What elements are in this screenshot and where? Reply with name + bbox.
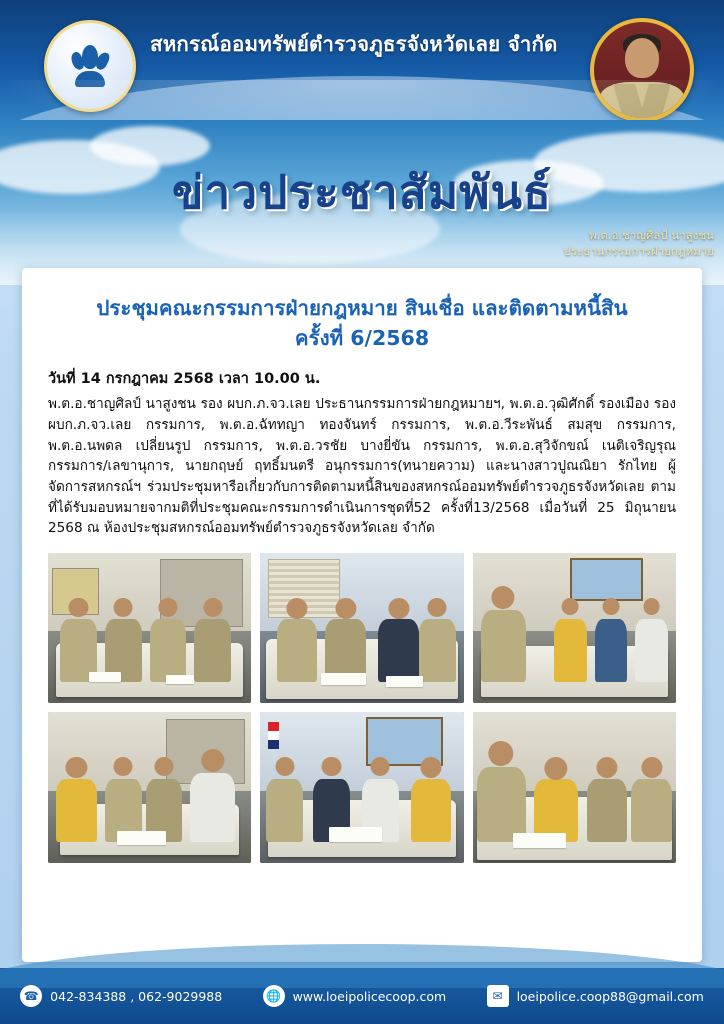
hero-title: ข่าวประชาสัมพันธ์	[171, 165, 552, 219]
officer-portrait	[590, 18, 686, 114]
cooperative-logo	[44, 20, 136, 112]
meeting-photo-6[interactable]	[473, 712, 676, 862]
meeting-photo-1[interactable]	[48, 553, 251, 703]
portrait-caption	[484, 228, 714, 259]
document-title-line2: ครั้งที่ 6/2568	[294, 325, 430, 350]
page-footer	[0, 968, 724, 1024]
document-date: วันที่ 14 กรกฎาคม 2568 เวลา 10.00 น.	[48, 371, 321, 388]
globe-icon: 🌐	[263, 985, 285, 1007]
meeting-photo-5[interactable]	[260, 712, 463, 862]
footer-phone-text: 042-834388 , 062-9029988	[50, 988, 223, 1004]
document-body: พ.ต.อ.ชาญศิลป์ นาสูงชน รอง ผบก.ภ.จว.เลย ประธานกรรมการฝ่ายกฎหมายฯ, พ.ต.อ.วุฒิศักดิ์ รองเมือง รอง ผบก.ภ.จว.เลย กรรมการ, พ.ต.อ.ฉัททญา ทองจันทร์ กรรมการ, พ.ต.อ.วีระพันธ์ สมสุข กรรมการ, พ.ต.อ.นพดล เปลี่ยนรูป กรรมการ, พ.ต.อ.วรชัย บางยี่ขัน กรรมการ, พ.ต.อ.สุวิจักขณ์ เนติเจริญรุณ กรรมการ/เลขานุการ, นายกฤษย์ ฤทธิ์มนตรี อนุกรรมการ(ทนายความ) และนางสาวปูณณิยา รักไทย ผู้จัดการสหกรณ์ฯ ร่วมประชุมหารือเกี่ยวกับการติดตามหนี้สินของสหกรณ์ออมทรัพย์ตำรวจภูธรจังหวัดเลย ตามที่ได้รับมอบหมายจากมติที่ประชุมคณะกรรมการดำเนินการชุดที่52 ครั้งที่13/2568 เมื่อวันที่ 25 มิถุนายน 2568 ณ ห้องประชุมสหกรณ์ออมทรัพย์ตำรวจภูธรจังหวัดเลย จำกัด	[48, 396, 676, 537]
meeting-photo-4[interactable]	[48, 712, 251, 862]
portrait-name-line: พ.ต.อ.ชาญศิลป์ นาสูงชน	[589, 228, 714, 242]
organization-title: สหกรณ์ออมทรัพย์ตำรวจภูธรจังหวัดเลย จำกัด	[150, 32, 558, 56]
page-header	[0, 0, 724, 120]
portrait-role-line: ประธานกรรมการฝ่ายกฎหมาย	[563, 243, 714, 258]
meeting-photo-3[interactable]	[473, 553, 676, 703]
phone-icon: ☎	[20, 985, 42, 1007]
cooperative-emblem-icon	[65, 39, 115, 93]
footer-website[interactable]	[263, 985, 447, 1007]
footer-website-text[interactable]: www.loeipolicecoop.com	[292, 988, 447, 1004]
footer-email[interactable]	[487, 985, 704, 1007]
hero-banner	[0, 120, 724, 285]
meeting-photo-2[interactable]	[260, 553, 463, 703]
document-title	[48, 294, 676, 353]
footer-phone	[20, 985, 222, 1007]
content-card	[22, 268, 702, 962]
mail-icon: ✉	[487, 985, 509, 1007]
document-title-line1: ประชุมคณะกรรมการฝ่ายกฎหมาย สินเชื่อ และติดตามหนี้สิน	[96, 296, 628, 320]
header-curve-decoration	[0, 76, 724, 120]
footer-email-text[interactable]: loeipolice.coop88@gmail.com	[516, 988, 704, 1004]
photo-grid	[48, 553, 676, 863]
